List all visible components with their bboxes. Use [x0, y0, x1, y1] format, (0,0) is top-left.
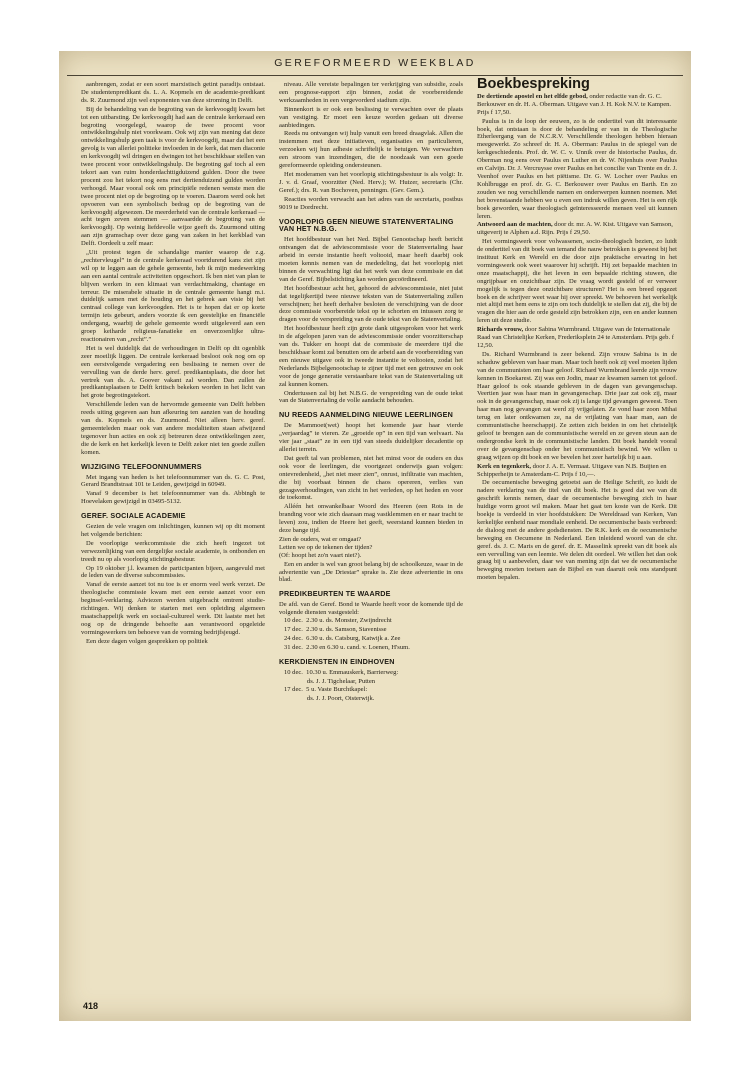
paragraph: Op 19 oktober j.l. kwamen de participanten bijeen, aangevuld met de leden van de diverse subcommissies.: [81, 564, 265, 580]
heading-enrollment: NU REEDS AANMELDING NIEUWE LEERLINGEN: [279, 410, 454, 420]
article-academy-continued: [279, 81, 463, 212]
schedule-line: ds. J. J. Tigchelaar, Putten: [284, 677, 376, 685]
article-enrollment: [279, 422, 463, 584]
paragraph: Een en ander is wel van groot belang bij de schoolkeuze, waar in de advertentie van „De Driestar” sprake is. Zie deze advertentie in ons blad.: [279, 560, 463, 584]
schedule-line: 17 dec. 5 u. Vaste Burchtkapel:: [284, 686, 368, 694]
paragraph: Vanaf de eerste aanzet tot nu toe is er enorm veel werk verzet. De theologische commissie kwam met een eerste aanzet voor een beginsel-verklaring. Adviezen werden uitgebracht omtrent studie-richtingen. Wij denken te starten met een opleiding algemeen maatschappelijk werk en sociaal-cultureel werk. Dit laatste met het oog op de dringende behoefte aan verantwoord opgeleide vormingswerkers ten behoeve van de vorming bedrijfsjeugd.: [81, 581, 265, 636]
book-title-3: Richards vrouw,: [477, 326, 524, 334]
column-right: [477, 76, 677, 583]
paragraph: Het hoofdbestuur acht het, gehoord de adviescommissie, niet juist dat tegelijkertijd twee nieuwe teksten van de Statenvertaling zullen verschijnen; het heeft derhalve besloten de verschijning van de door deze commissie voorbereide tekst op te schorten en intussen zorg te dragen voor de verspreiding van de oude tekst van de Statenvertaling.: [279, 284, 463, 324]
paragraph: aanbrengen, zodat er een soort marxistisch getint paradijs ontstaat. De studentenpredikant ds. L. A. Kopmels en de academie-predikant ds. R. Zuurmond zijn wel exponenten van deze stroming in Delft.: [81, 81, 265, 104]
paragraph: Ondertussen zal bij het N.B.G. de verspreiding van de oude tekst van de Statenvertaling de volle aandacht behouden.: [279, 389, 463, 405]
header-rule: [67, 75, 683, 76]
book-meta-2: door dr. mr. A. W. Kist. Uitgave van Samson, uitgeverij te Alphen a.d. Rijn. Prijs f 29,50.: [477, 221, 673, 237]
paragraph: Een deze dagen volgen gesprekken op politiek: [86, 637, 208, 645]
paragraph: „Uit protest tegen de schandalige manier waarop de z.g. „rechtervleugel” in de centrale kerkeraad voortdurend kans ziet zijn wil op te leggen aan de gehele gemeente, heb ik mijn medewerking aan een aantal centrale activiteiten opgeschort. Ik ben niet van plan te blijven werken in een klimaat van verdachtmaking, chantage en terreur. De miserabele situatie in de centrale gemeente hangt m.i. duidelijk samen met de houding en het gebrek aan visie bij het centraal college van kerkvoogden. Het is te hopen dat er op korte termijn iets gebeurt, anders voorzie ik een geestelijke en financiële ondergang, waarbij de gehele gemeente wordt uitgeleverd aan een groep keiharde religieus-fanatieke en onverzoenlijke ultra-reactionairen van „recht”.”: [81, 249, 265, 343]
paragraph: Het hoofdbestuur van het Ned. Bijbel Genootschap heeft bericht ontvangen dat de adviescommissie voor de Statenvertaling haar arbeid in eerste instantie heeft voltooid, maar heeft daarbij ook moeten kennis nemen van de mededeling, dat het voorlopig niet binnen de verwachting ligt dat het werk van deze commissie en dat van de Geref. Bijbelstichting kan worden gecoördineerd.: [279, 236, 463, 283]
running-header: GEREFORMEERD WEEKBLAD: [274, 57, 476, 69]
review-body-1: [477, 118, 677, 221]
schedule-line: ds. J. J. Poort, Oisterwijk.: [284, 695, 375, 703]
book-meta-1: onder redactie van dr. G. C. Berkouwer en dr. H. A. Oberman. Uitgave van J. H. Kok N.V. te Kampen. Prijs f 17,50.: [477, 92, 672, 116]
book-title-1: De dertiende apostel en het elfde gebod,: [477, 92, 588, 100]
paragraph: Dat geeft tal van problemen, niet het minst voor de ouders en dus ook voor de leerlingen, die voortgezet onderwijs gaan volgen: ontevredenheid, „het niet meer zien”, onrust, infiltratie van machten, die bij voorbaat binnen de chaos opereren, verlies van gezagsverhoudingen, van zicht in het verleden, op het heden en voor de toekomst.: [279, 454, 463, 502]
paragraph: Het moderamen van het voorlopig stichtingsbestuur is als volgt: Ir. J. v. d. Graaf, voorzitter (Ned. Herv.); W. Huizer, secretaris (Chr. Geref.); drs. R. van Bochoven, penningm. (Gev. Gem.).: [279, 170, 463, 194]
book-meta-4: door J. A. E. Vermaat. Uitgave van N.B. Buijten en Schipperheijn te Amsterdam-C. Prijs f 10,—.: [477, 462, 667, 478]
review-body-2: [477, 238, 677, 325]
paragraph: Bij de behandeling van de begroting van de kerkvoogdij kwam het tot een uitbarsting. De kerkvoogdij had aan de centrale kerkeraad een begroting voorgelegd, waarop de twee procent voor ontwikkelingshulp niet voorkwam. Ook wij zijn van mening dat deze ontwikkelingshulp geen taak is voor de kerkvoogdij, maar dat het een gevolg is van allerlei politieke invloeden in de kerk, dat men diaconie en kerkvoogdij wil dringen en dwingen tot het beschikbaar stellen van twee procent voor ontwikkelingshulp. De begroting gaf toch al een tekort aan van ruim honderdachttigduizend gulden. Door die twee procent zou het tekort nog eens met dertienduizend gulden worden verhoogd. Maar vooral ook om principiële redenen wenste men die twee procent niet op de begroting op te voeren. Daarom werd ook het opvoeren van een symbolisch bedrag op de begroting van de kerkvoogdij afgewezen. De meerderheid van de centrale kerkeraad — acht tegen zeven stemmen — aanvaardde de begroting van de kerkvoogdij. Op weinig liefdevolle wijze geeft ds. Zuurmond uiting aan zijn gramschap over deze gang van zaken in het kerkblad van Delft. Oordeelt u zelf maar:: [81, 105, 265, 248]
book-title-2: Antwoord aan de machten,: [477, 221, 553, 229]
column-middle: [279, 81, 463, 704]
paragraph: Gezien de vele vragen om inlichtingen, kunnen wij op dit moment het volgende berichten:: [81, 523, 265, 538]
book-title-4: Kerk en tegenkerk,: [477, 462, 532, 470]
paragraph: Vanaf 9 december is het telefoonnummer van ds. Abbingh te Hoevelaken gewijzigd in 03495-5132.: [81, 490, 265, 506]
heading-preaching-waarde: PREDIKBEURTEN TE WAARDE: [279, 589, 391, 599]
heading-services-eindhoven: KERKDIENSTEN IN EINDHOVEN: [279, 656, 395, 666]
review-head-2: [477, 221, 677, 237]
heading-phone-numbers: WIJZIGING TELEFOONNUMMERS: [81, 461, 202, 471]
paragraph: Binnenkort is er ook een beslissing te verwachten over de plaats van vestiging. Er moet een keuze worden gedaan uit diverse aanbiedingen.: [279, 105, 463, 129]
review-body-3: [477, 351, 677, 462]
paragraph: Reeds nu ontvangen wij hulp vanuit een breed draagvlak. Allen die instemmen met deze initiatieven, organisaties en particulieren, verzoeken wij hun adhesie schriftelijk te betuigen. We verwachten een stroom van inzendingen, die de noodzaak van een goede gereformeerde opleiding ondersteunen.: [279, 130, 463, 170]
book-meta-3: door Sabina Wurmbrand. Uitgave van de Internationale Raad van Christelijke Kerken, Frederiksplein 24 te Amsterdam. Prijs geb. f 12,50.: [477, 326, 674, 349]
article-phone-numbers: [81, 474, 265, 507]
paragraph: Reacties worden verwacht aan het adres van de secretaris, postbus 9019 te Dordrecht.: [279, 195, 463, 211]
column-left: [81, 81, 265, 647]
schedule-line: 17 dec. 2.30 u. ds. Samson, Stavenisse: [284, 626, 387, 633]
preaching-schedule: [279, 617, 463, 652]
paragraph: Ds. Richard Wurmbrand is zeer bekend. Zijn vrouw Sabina is in de schaduw gebleven van haar man. Maar toch heeft ook zij veel moeten lijden van de communisten om haar geloof. Richard Wurmbrand leerde zijn vrouw kennen in Boekarest. Zij was een Jodin, maar ze kwamen samen tot geloof. Haar geloof is ook staande gebleven in de dagen van gevangenschap. Veertien jaar was haar man in gevangenschap. Drie jaar zat ook zij, maar ook in de gevangenschap, maar ook zij is lange tijd gevangen geweest. Toen haar man nog gevangen zat werd zij vrijgelaten. Ze vond haar zoon Mihai terug en later ontkwamen ze, na de vrijlating van haar man, aan de communistische heerschappij. Ze zetten zich beiden in om het christelijk geloof te brengen aan de communistische wereld en ze geven steun aan de ondergrondse kerk in de communistische landen. Dit boek handelt vooral over de gevangenschap onder het communistisch bewind. We willen u graag wijzen op dit boek en we bevelen het zeer hartelijk bij u aan.: [477, 350, 677, 461]
review-head-4: [477, 463, 677, 479]
review-head-3: [477, 326, 677, 350]
paragraph: Paulus is in de loop der eeuwen, zo is de ondertitel van dit interessante boek, dat ontstaan is door de behandeling er van in de Theologische Etherleergang van de N.C.R.V. Verschillende theologen hebben hieraan meegewerkt. Zo schreef dr. H. A. Oberman: Paulus in de spiegel van de kerkgeschiedenis. Prof. dr. W. C. v. Unnik over de historische Paulus, dr. Oberman nog eens over Paulus en Luther en dr. W. Nijenhuis over Paulus en Calvijn. Dr. J. Vercruysse over Paulus en het concilie van Trente en dr. J. Veenhof over Paulus en het piëtisme. Dr. G. W. Locher over Paulus en Kohlbrugge en prof. dr. G. C. Berkouwer over Paulus en Barth. En zo zouden we nog verschillende namen en onderwerpen kunnen noemen. Met het bovenstaande hebben we u even een indruk willen geven. Het is een rijk boek geworden, waar theologisch geïnteresseerde mensen veel uit kunnen leren.: [477, 117, 677, 220]
paragraph: Het hoofdbestuur heeft zijn grote dank uitgesproken voor het werk in de afgelopen jaren van de adviescommissie onder voorzitterschap van ds. Tukker en hoopt dat de commissie de meerdere tijd die beschikbaar komt zal benutten om de arbeid aan de voorbereiding van een nieuwe uitgave ook in tweede instantie te voltooien, zodat het Nederlands Bijbelgenootschap te zijner tijd met een getrouwe en ook voor de jonge generatie verstaanbare tekst van de Statenvertaling uit zal kunnen komen.: [279, 325, 463, 388]
schedule-line: 10 dec. 10.30 u. Emmauskerk, Barrierweg:: [284, 668, 399, 676]
paragraph: Zien de ouders, wat er omgaat? Letten we op de tekenen der tijden? (Of: hoopt het zo'n vaart niet?).: [279, 535, 373, 559]
schedule-line: 31 dec. 2.30 en 6.30 u. cand. v. Loenen, H'sum.: [284, 643, 410, 651]
article-social-academy: [81, 523, 265, 646]
paragraph: De oecumenische beweging getoetst aan de Heilige Schrift, zo luidt de nadere verklaring van de titel van dit boek. Het is goed dat we van dit geschrift kennis nemen, daar de oecumenische beweging zich in haar huidige vorm groot wil maken. Maar het gaat ten koste van de Kerk. Dit boekje is verdeeld in vier hoofdstukken: De Wereldraad van Kerken, Van kerkelijke eenheid naar mondiale eenheid. De oecumenische basis verbreed: de dialoog met de andere godsdiensten. De R.K. kerk en de oecumenische beweging en Oecumene in Nederland. Een inleidend woord van de chr. geref. ds. J. C. Maris en de geref. dr. E. Masselink spreekt van dit boek als een vervulling van een leemte. We delen dit oordeel. We willen het dan ook graag bij u aanbevelen, daar we van mening zijn dat we de oecumenische beweging moeten toetsen aan de Bijbel en van daaruit ook ons standpunt moeten bepalen.: [477, 479, 677, 582]
paragraph: Met ingang van heden is het telefoonnummer van ds. G. C. Post, Gerard Brandtstraat 101 te Leiden, gewijzigd in 60949.: [81, 473, 265, 489]
heading-social-academy: GEREF. SOCIALE ACADEMIE: [81, 511, 186, 521]
schedule-line: 10 dec. 2.30 u. ds. Monster, Zwijndrecht: [284, 617, 392, 625]
page-number: 418: [83, 1001, 99, 1011]
heading-nbg: VOORLOPIG GEEN NIEUWE STATENVERTALING VAN HET N.B.G.: [279, 216, 454, 234]
preaching-intro: De afd. van de Geref. Bond te Waarde heeft voor de komende tijd de volgende diensten vastgesteld:: [279, 601, 463, 617]
paragraph: De Mammoet(wet) hoopt het komende jaar haar vierde „verjaardag” te vieren. Ze „groeide op” in een tijd van welvaart. Na vier jaar „staat” ze in een tijd van steeds duidelijker decadentie op allerlei terrein.: [279, 422, 463, 453]
article-delft: [81, 81, 265, 457]
paragraph: Het vormingswerk voor volwassenen, socio-theologisch bezien, zo luidt de ondertitel van dit boek van iemand die nauw betrokken is geweest bij het instituut Kerk en Wereld en die door zijn praktische ervaring in het vormingswerk ook weet waarover hij schrijft. Hij zet bepaalde machten in onze maatschappij, die het leven in een bepaalde richting stuwen, die ongrijpbaar en onzichtbaar zijn. De vraag wordt gesteld of er verweer mogelijk is tegen deze onzichtbare structuren? Het is een breed opgezet boek en de schrijver weet waar hij over spreekt. We behoeven het werkelijk niet altijd met hem eens te zijn om toch duidelijk te stellen dat zij, die bij de vragen die hier aan de orde gesteld zijn betrokken zijn, een en ander kunnen leren uit deze studie.: [477, 238, 677, 325]
paragraph: De voorlopige werkcommissie die zich heeft ingezet tot verwezenlijking van een dergelijke sociale academie, is ontbonden en treedt nu op als voorlopig stichtingsbestuur.: [81, 539, 265, 563]
review-body-4: [477, 479, 677, 582]
review-head-1: [477, 93, 677, 117]
section-title-book-reviews: Boekbespreking: [477, 76, 590, 92]
services-schedule: [279, 669, 463, 704]
paragraph: Het is wel duidelijk dat de verhoudingen in Delft op dit ogenblik zeer moeilijk liggen. De centrale kerkeraad besloot ook nog om op een eerstvolgende vergadering een beslissing te nemen over de vervulling van de derde herv. geref. predikantsplaats, die door het vertrek van ds. A. Goover vakant zal worden. Dan zullen de predikantsplaatsen te Delft kritisch bekeken worden in het licht van het grote begrotingstekort.: [81, 344, 265, 400]
paragraph: Verschillende leden van de hervormde gemeente van Delft hebben reeds uiting gegeven aan hun afkeuring ten aanzien van de houding van ds. Kopmels en ds. Zuurmond. Niet alleen herv. geref. gemeenteleden maar ook van andere modaliteiten staan afwijzend tegenover hun acties en ook zij betreuren deze ontwikkelingen zeer, die de kerk en het kerkelijk leven te Delft zeker niet ten goede zullen komen.: [81, 401, 265, 456]
schedule-line: 24 dec. 6.30 u. ds. Catsburg, Katwijk a. Zee: [284, 634, 401, 642]
paragraph: niveau. Alle vereiste bepalingen ter verkrijging van subsidie, zoals een prognose-rapport zijn binnen, zodat de voorbereidende werkzaamheden in een vergevorderd stadium zijn.: [279, 81, 463, 104]
magazine-page: [59, 51, 691, 1021]
article-nbg: [279, 236, 463, 405]
paragraph: Alléén het onwankelbaar Woord des Heeren (een Rots in de branding voor wie zich daaraan mag vastklemmen en er naar tracht te leven) zou, indien de Heere het geeft, weerstand kunnen bieden in deze bange tijd.: [279, 503, 463, 535]
